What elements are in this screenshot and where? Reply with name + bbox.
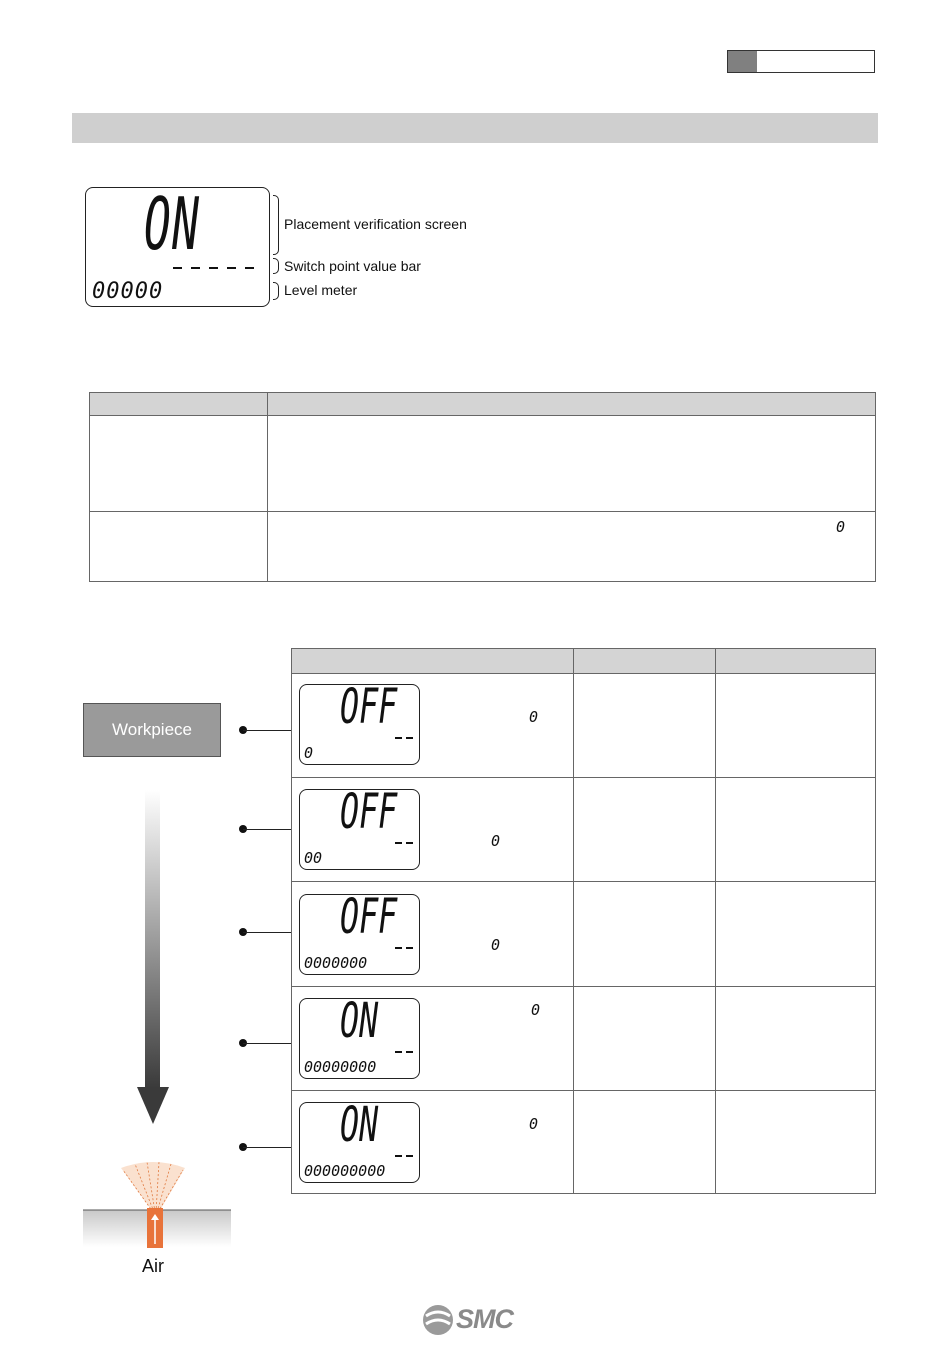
brace-placement — [273, 195, 279, 255]
workpiece-box: Workpiece — [83, 703, 221, 757]
table1-border — [89, 392, 90, 582]
table1-border — [267, 392, 268, 582]
table2-border — [291, 1090, 876, 1091]
table1-border — [875, 392, 876, 582]
table2-row-display — [299, 679, 420, 765]
brace-level-meter — [273, 282, 279, 300]
switch-bar-segment — [395, 1051, 402, 1053]
switch-bar-segment — [227, 267, 236, 269]
smc-logo — [420, 1302, 530, 1338]
table1-border — [89, 415, 876, 416]
switch-bar-segment — [191, 267, 200, 269]
level-meter-text: 0 — [304, 744, 314, 762]
switch-bar-segment — [406, 1051, 413, 1053]
display-state-text: OFF — [340, 784, 398, 840]
brace-switch-bar — [273, 258, 279, 274]
connector-line — [243, 1043, 291, 1044]
connector-line — [243, 730, 291, 731]
table1-border — [89, 511, 876, 512]
table1-segment-glyph: 0 — [836, 518, 846, 536]
label-level-meter: Level meter — [284, 282, 358, 298]
level-meter-text: 0000000 — [304, 954, 368, 972]
row-marker-glyph: 0 — [529, 1115, 539, 1133]
table2-border — [291, 1193, 876, 1194]
table2-border — [291, 648, 876, 649]
header-page-tab — [727, 50, 875, 73]
display-state-text: ON — [340, 1097, 379, 1153]
table2-border — [291, 777, 876, 778]
table2-border — [715, 648, 716, 1194]
display-state-text: ON — [340, 993, 379, 1049]
table2-row-display — [299, 993, 420, 1079]
table2-header-row — [291, 648, 876, 673]
switch-bar-segment — [395, 1155, 402, 1157]
switch-bar-segment — [395, 842, 402, 844]
display-diagram — [85, 182, 270, 307]
table2-border — [291, 648, 292, 1194]
down-arrow-icon — [133, 790, 173, 1130]
switch-bar-segment — [209, 267, 218, 269]
display-main-text: ON — [144, 182, 201, 266]
level-meter-text: 00000000 — [304, 1058, 377, 1076]
header-tab-marker — [728, 51, 757, 72]
row-marker-glyph: 0 — [491, 936, 501, 954]
switch-bar-segment — [406, 1155, 413, 1157]
table1-header-row — [89, 392, 876, 415]
table2-border — [573, 648, 574, 1194]
air-nozzle-illustration — [83, 1160, 231, 1250]
table2-border — [875, 648, 876, 1194]
switch-bar-segment — [406, 737, 413, 739]
connector-line — [243, 829, 291, 830]
row-marker-glyph: 0 — [531, 1001, 541, 1019]
switch-bar-segment — [406, 842, 413, 844]
level-meter-text: 00 — [304, 849, 323, 867]
row-marker-glyph: 0 — [491, 832, 501, 850]
table1-border — [89, 581, 876, 582]
section-title-bar — [72, 113, 878, 143]
table2-border — [291, 986, 876, 987]
air-label: Air — [142, 1256, 164, 1276]
table2-row-display — [299, 889, 420, 975]
connector-line — [243, 1147, 291, 1148]
table2-row-display — [299, 784, 420, 870]
row-marker-glyph: 0 — [529, 708, 539, 726]
connector-line — [243, 932, 291, 933]
label-placement-screen: Placement verification screen — [284, 216, 467, 232]
switch-bar-segment — [245, 267, 254, 269]
table2-row-display — [299, 1097, 420, 1183]
table2-border — [291, 881, 876, 882]
level-meter-text: 000000000 — [304, 1162, 386, 1180]
switch-bar-segment — [173, 267, 182, 269]
label-switch-bar: Switch point value bar — [284, 258, 421, 274]
level-meter-text: 00000 — [92, 279, 164, 304]
switch-bar-segment — [406, 947, 413, 949]
table2-border — [291, 673, 876, 674]
display-state-text: OFF — [340, 679, 398, 735]
table1-border — [89, 392, 876, 393]
display-state-text: OFF — [340, 889, 398, 945]
smc-logo-text: SMC — [456, 1304, 513, 1334]
switch-bar-segment — [395, 947, 402, 949]
switch-bar-segment — [395, 737, 402, 739]
